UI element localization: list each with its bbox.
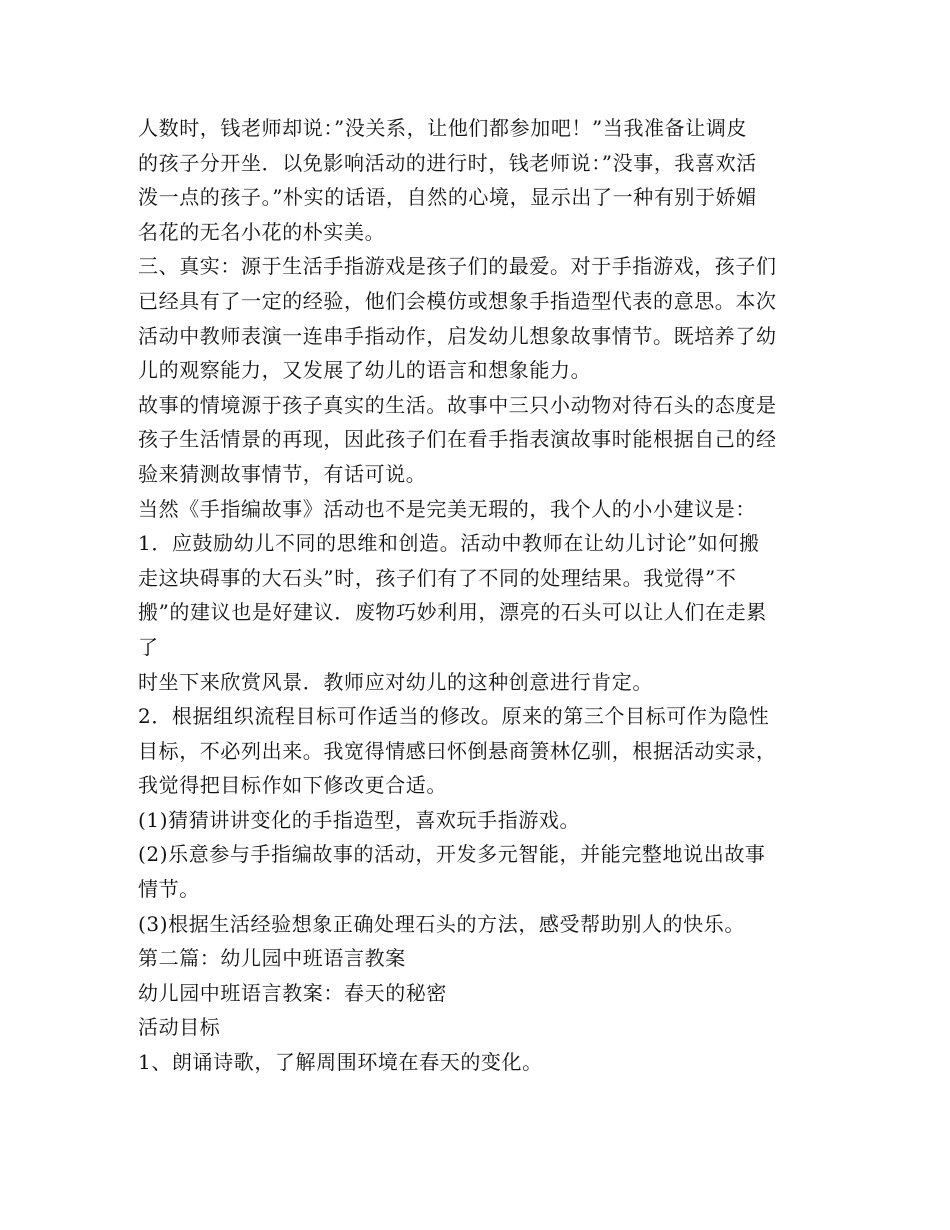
text-line: 活动中教师表演一连串手指动作，启发幼儿想象故事情节。既培养了幼	[138, 323, 777, 348]
text-line: 2．根据组织流程目标可作适当的修改。原来的第三个目标可作为隐性	[138, 704, 770, 729]
text-line: 人数时，钱老师却说：”没关系，让他们都参加吧！”当我准备让调皮	[138, 116, 748, 140]
text-line: (3)根据生活经验想象正确处理石头的方法，感受帮助别人的快乐。	[138, 911, 745, 936]
document-body	[138, 111, 818, 1080]
subsection-heading: 活动目标	[138, 1015, 221, 1040]
text-line: 我觉得把目标作如下修改更合适。	[138, 773, 447, 798]
text-line: 三、真实：源于生活手指游戏是孩子们的最爱。对于手指游戏，孩子们	[138, 254, 777, 279]
text-line: (2)乐意参与手指编故事的活动，开发多元智能，并能完整地说出故事	[138, 842, 766, 867]
text-line: 孩子生活情景的再现，因此孩子们在看手指表演故事时能根据自己的经	[138, 427, 777, 452]
text-line: 目标，不必列出来。我宽得情感曰怀倒悬商箦林亿驯，根据活动实录，	[138, 738, 777, 763]
text-line: 故事的情境源于孩子真实的生活。故事中三只小动物对待石头的态度是	[138, 392, 777, 417]
text-line: 1．应鼓励幼儿不同的思维和创造。活动中教师在让幼儿讨论”如何搬	[138, 531, 760, 556]
text-line: (1)猜猜讲讲变化的手指造型，喜欢玩手指游戏。	[138, 807, 581, 832]
text-line: 当然《手指编故事》活动也不是完美无瑕的，我个人的小小建议是：	[138, 496, 756, 521]
text-line: 的孩子分开坐．以免影响活动的进行时，钱老师说：”没事，我喜欢活	[138, 150, 757, 175]
text-line: 1、朗诵诗歌，了解周围环境在春天的变化。	[138, 1050, 543, 1075]
text-line: 情节。	[138, 877, 200, 902]
lesson-title: 幼儿园中班语言教案：春天的秘密	[138, 980, 447, 1005]
text-line: 搬”的建议也是好建议．废物巧妙利用，漂亮的石头可以让人们在走累	[138, 600, 767, 625]
text-line: 走这块碍事的大石头”时，孩子们有了不同的处理结果。我觉得”不	[138, 565, 737, 590]
text-line: 儿的观察能力，又发展了幼儿的语言和想象能力。	[138, 358, 592, 383]
section-heading: 第二篇：幼儿园中班语言教案	[138, 946, 406, 971]
text-line: 了	[138, 634, 159, 659]
text-line: 已经具有了一定的经验，他们会模仿或想象手指造型代表的意思。本次	[138, 288, 777, 313]
text-line: 验来猜测故事情节，有话可说。	[138, 461, 427, 486]
text-line: 泼一点的孩子。”朴实的话语，自然的心境，显示出了一种有别于娇媚	[138, 185, 757, 210]
text-line: 名花的无名小花的朴实美。	[138, 219, 386, 244]
text-line: 时坐下来欣赏风景．教师应对幼儿的这种创意进行肯定。	[138, 669, 653, 694]
